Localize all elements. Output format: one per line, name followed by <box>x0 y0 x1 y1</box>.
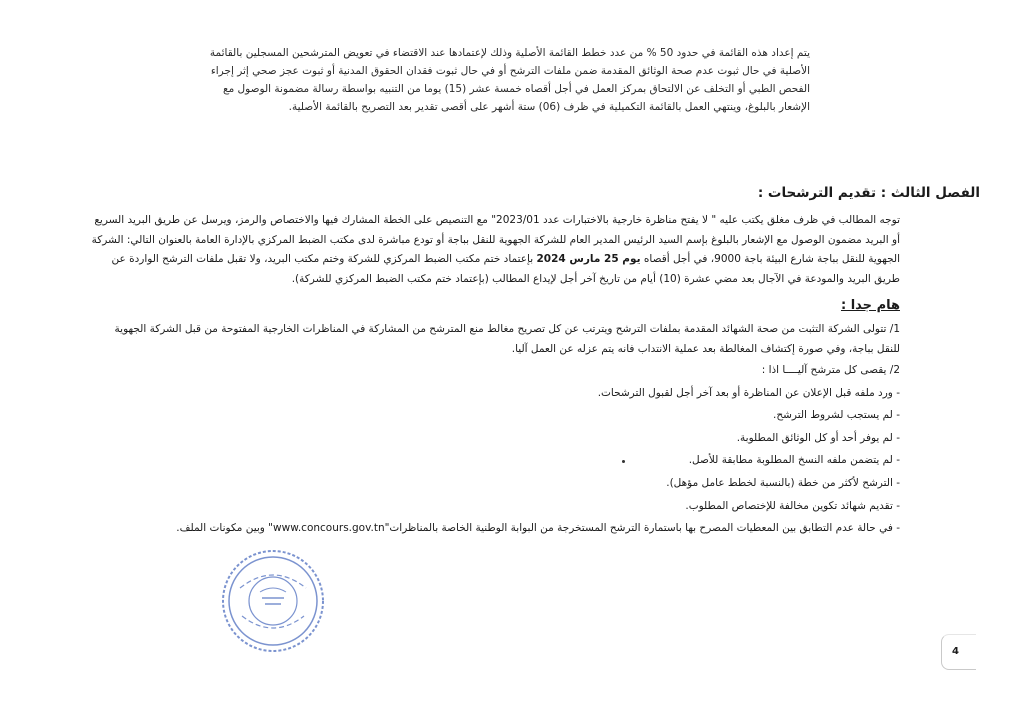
official-stamp-icon <box>220 548 326 654</box>
submission-paragraph <box>88 211 900 289</box>
note-item: - لم يوفر أحد أو كل الوثائق المطلوبة. <box>736 431 900 444</box>
note-item: - في حالة عدم التطابق بين المعطيات المصرح بها باستمارة الترشح المستخرجة من البوابة الوطنية الخاصة بالمناظرات"www.concours.gov.tn" وبين مكونات الملف. <box>176 522 900 535</box>
submission-deadline: يوم 25 مارس 2024 <box>536 253 641 265</box>
note-item: - تقديم شهائد تكوين مخالفة للإختصاص المطلوب. <box>685 499 900 512</box>
notes-list <box>95 320 900 540</box>
note-item: - لم يتضمن ملفه النسخ المطلوبة مطابقة للأصل. <box>688 454 900 467</box>
note-item: - ورد ملفه قبل الإعلان عن المناظرة أو بعد آخر أجل لقبول الترشحات. <box>597 386 900 399</box>
submission-part1: توجه المطالب في ظرف مغلق يكتب عليه " لا يفتح مناظرة خارجية بالاختبارات عدد 2023/01" مع التنصيص على الخطة المشارك فيها والاختصاص والرمز، ويرسل عن طريق البريد السريع أو البريد مضمون الوصول مع الإشعار بالبلوغ بإسم السيد الرئيس المدير العام للشركة الجهوية للنقل بباجة أو تودع مباشرة لدى مكتب الضبط المركزي بالإدارة العامة بالعنوان التالي: الشركة الجهوية للنقل بباجة شارع البيئة باجة 9000، في أجل أقصاه <box>91 214 900 265</box>
submission-part2: بإعتماد ختم مكتب الضبط المركزي للشركة وختم مكتب البريد، ولا تقبل ملفات الترشح الواردة عن طريق البريد والمودعة في الآجال بعد مضي عشرة (10) أيام من تاريخ آخر أجل لإيداع المطالب (بإعتماد ختم مكتب الضبط المركزي للشركة). <box>111 253 900 285</box>
important-title: هام جدا : <box>840 298 900 313</box>
intro-paragraph: يتم إعداد هذه القائمة في حدود 50 % من عدد خطط القائمة الأصلية وذلك لإعتمادها عند الاقتضاء في تعويض المترشحين المسجلين بالقائمة الأصلية في حال ثبوت عدم صحة الوثائق المقدمة ضمن ملفات الترشح أو في حال ثبوت فقدان الحقوق المدنية أو ثبوت عجز صحي إثر إجراء الفحص الطبي أو التخلف عن الالتحاق بمركز العمل في أجل أقصاه خمسة عشر (15) يوما من التنبيه بواسطة رسالة مضمونة الوصول مع الإشعار بالبلوغ، وينتهي العمل بالقائمة التكميلية في ظرف (06) ستة أشهر على أقصى تقدير بعد التصريح بالقائمة الأصلية. <box>209 47 810 113</box>
note-1: 1/ تتولى الشركة التثبت من صحة الشهائد المقدمة بملفات الترشح ويترتب عن كل تصريح مغالط منع المترشح من المشاركة في المناظرات الخارجية المفتوحة من قبل الشركة الجهوية للنقل بباجة، وفي صورة إكتشاف المغالطة بعد عملية الانتداب فانه يتم عزله عن العمل آليا. <box>114 323 900 355</box>
page-number: 4 <box>952 646 959 657</box>
speck-mark <box>622 460 625 463</box>
note-item: - لم يستجب لشروط الترشح. <box>772 409 900 422</box>
note-item: - الترشح لأكثر من خطة (بالنسبة لخطط عامل مؤهل). <box>666 476 900 489</box>
section-title: الفصل الثالث : تقديم الترشحات : <box>757 185 980 201</box>
note-2: 2/ يقصى كل مترشح آليــــا اذا : <box>761 364 900 376</box>
